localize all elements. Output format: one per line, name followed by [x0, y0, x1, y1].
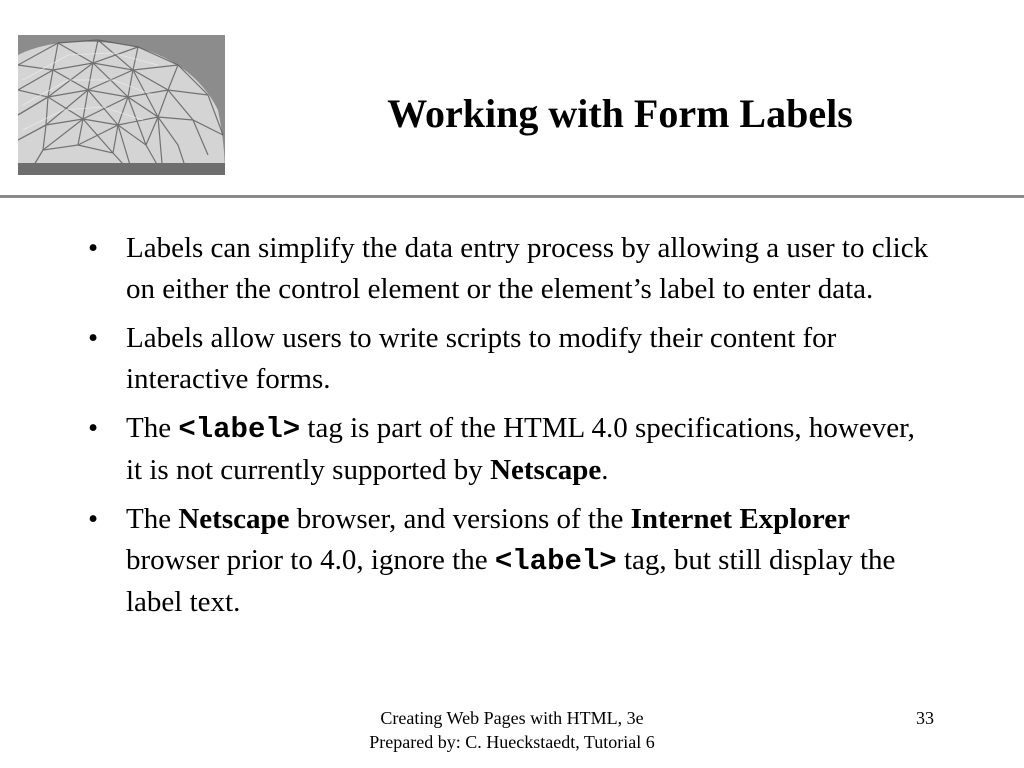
bold-text: Internet Explorer [630, 503, 850, 535]
text-segment: browser, and versions of the [289, 503, 631, 535]
bullet-list [88, 228, 938, 631]
code-tag-text: <label> [494, 545, 617, 578]
bullet-item [88, 408, 938, 491]
bullet-marker: • [88, 322, 99, 354]
bullet-text [126, 322, 836, 395]
bullet-text [126, 412, 915, 486]
slide-title: Working with Form Labels [387, 91, 853, 136]
bold-text: Netscape [490, 454, 602, 486]
footer-credits [300, 706, 724, 754]
page-number: 33 [916, 708, 934, 728]
bullet-marker: • [88, 412, 99, 444]
text-segment: The [126, 412, 179, 444]
bullet-item [88, 499, 938, 623]
footer-course-line: Creating Web Pages with HTML, 3e [380, 708, 644, 728]
bullet-item [88, 228, 938, 310]
bold-text: Netscape [178, 503, 290, 535]
text-segment: tag is part of the HTML 4.0 specifications, however, it is not currently supported by [126, 412, 915, 486]
text-segment: The [126, 503, 179, 535]
text-segment: Labels can simplify the data entry process by allowing a user to click on either the control element or the element’s label to enter data. [126, 232, 929, 305]
bullet-item [88, 318, 938, 400]
code-tag-text: <label> [178, 413, 301, 446]
bullet-marker: • [88, 503, 99, 535]
title-divider [0, 195, 1024, 198]
geodesic-dome-photo [18, 35, 225, 175]
bullet-text [126, 503, 895, 618]
text-segment: Labels allow users to write scripts to modify their content for interactive forms. [126, 322, 837, 395]
bullet-marker: • [88, 232, 99, 264]
bullet-text [126, 232, 928, 305]
text-segment: browser prior to 4.0, ignore the [126, 544, 495, 576]
footer-author-line: Prepared by: C. Hueckstaedt, Tutorial 6 [369, 732, 655, 752]
text-segment: tag, but still display the label text. [126, 544, 896, 618]
text-segment: . [601, 454, 609, 486]
